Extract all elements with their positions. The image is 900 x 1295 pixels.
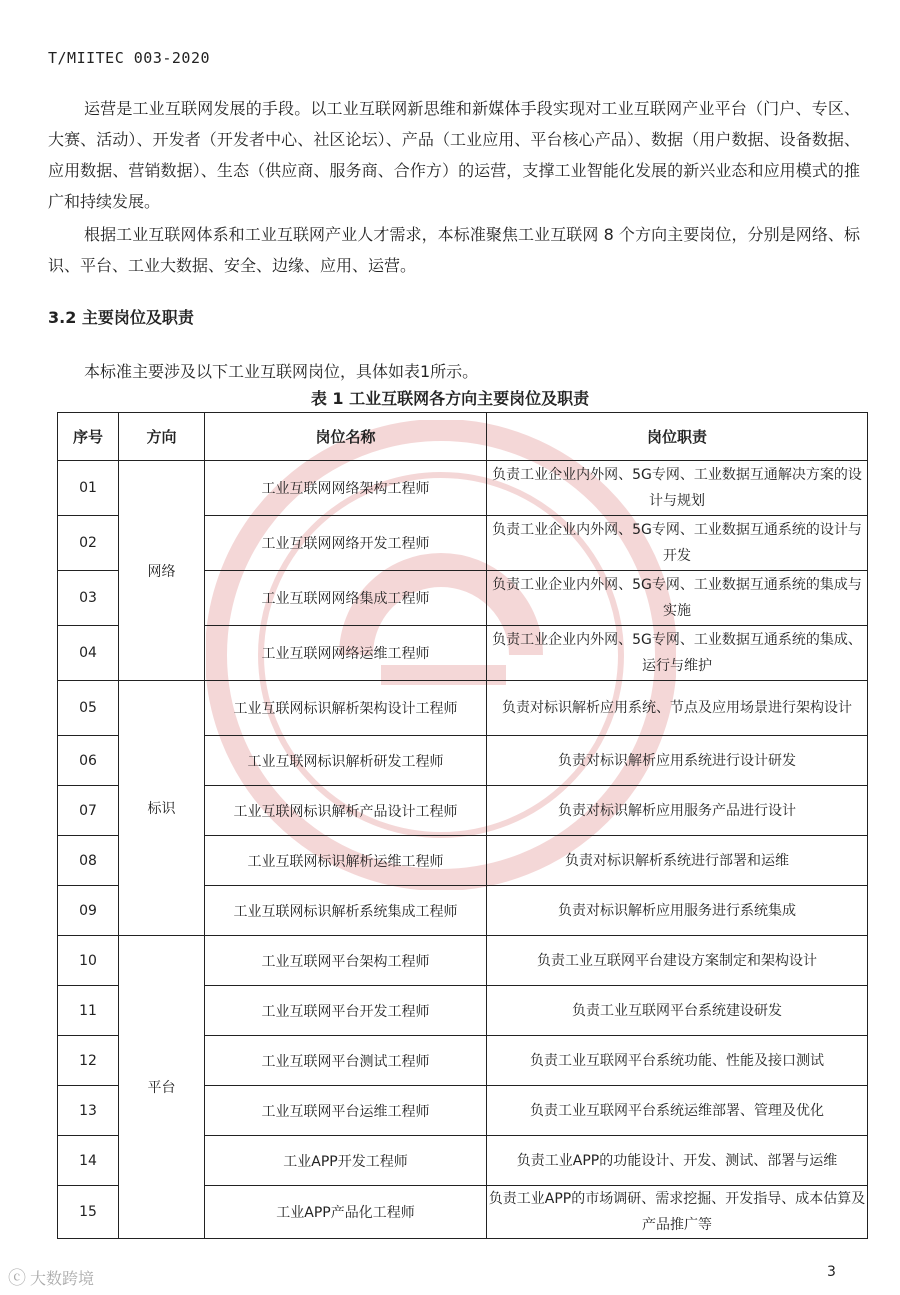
- cell-no: 06: [58, 736, 119, 786]
- cell-position-title: 工业互联网平台架构工程师: [205, 936, 487, 986]
- cell-duty: 负责对标识解析应用系统进行设计研发: [487, 736, 868, 786]
- header-title: 岗位名称: [205, 413, 487, 461]
- cell-no: 10: [58, 936, 119, 986]
- cell-duty: 负责工业互联网平台系统建设研发: [487, 986, 868, 1036]
- cell-no: 01: [58, 461, 119, 516]
- header-duty: 岗位职责: [487, 413, 868, 461]
- cell-position-title: 工业互联网标识解析研发工程师: [205, 736, 487, 786]
- table-intro: 本标准主要涉及以下工业互联网岗位，具体如表1所示。: [84, 362, 479, 381]
- cell-position-title: 工业APP产品化工程师: [205, 1186, 487, 1239]
- paragraph-operations: 运营是工业互联网发展的手段。以工业互联网新思维和新媒体手段实现对工业互联网产业平台（门户、专区、大赛、活动）、开发者（开发者中心、社区论坛）、产品（工业应用、平台核心产品）、数据（用户数据、设备数据、应用数据、营销数据）、生态（供应商、服务商、合作方）的运营，支撑工业智能化发展的新兴业态和应用模式的推广和持续发展。: [48, 99, 860, 211]
- cell-no: 13: [58, 1086, 119, 1136]
- cell-no: 12: [58, 1036, 119, 1086]
- cell-position-title: 工业互联网标识解析产品设计工程师: [205, 786, 487, 836]
- cell-direction: 平台: [119, 936, 205, 1239]
- cell-no: 09: [58, 886, 119, 936]
- cell-position-title: 工业互联网平台测试工程师: [205, 1036, 487, 1086]
- cell-duty: 负责对标识解析应用服务产品进行设计: [487, 786, 868, 836]
- paragraph-directions: 根据工业互联网体系和工业互联网产业人才需求，本标准聚焦工业互联网 8 个方向主要岗位，分别是网络、标识、平台、工业大数据、安全、边缘、应用、运营。: [48, 225, 860, 275]
- table-caption: 表 1 工业互联网各方向主要岗位及职责: [310, 389, 590, 408]
- header-no: 序号: [58, 413, 119, 461]
- cell-duty: 负责工业互联网平台建设方案制定和架构设计: [487, 936, 868, 986]
- header-direction: 方向: [119, 413, 205, 461]
- cell-duty: 负责工业APP的市场调研、需求挖掘、开发指导、成本估算及产品推广等: [487, 1186, 868, 1239]
- cell-duty: 负责工业企业内外网、5G专网、工业数据互通系统的集成与实施: [487, 571, 868, 626]
- cell-no: 08: [58, 836, 119, 886]
- cell-direction: 网络: [119, 461, 205, 681]
- cell-position-title: 工业互联网网络集成工程师: [205, 571, 487, 626]
- table-row: [58, 461, 868, 516]
- cell-no: 15: [58, 1186, 119, 1239]
- cell-no: 03: [58, 571, 119, 626]
- table-header-row: [58, 413, 868, 461]
- cell-position-title: 工业互联网平台开发工程师: [205, 986, 487, 1036]
- footer-logo: [8, 1264, 94, 1290]
- page-number: 3: [827, 1264, 836, 1280]
- section-title: 3.2 主要岗位及职责: [48, 308, 194, 327]
- cell-duty: 负责对标识解析系统进行部署和运维: [487, 836, 868, 886]
- cell-position-title: 工业APP开发工程师: [205, 1136, 487, 1186]
- positions-table: [57, 412, 868, 1239]
- logo-text: 大数跨境: [30, 1268, 95, 1288]
- cell-duty: 负责工业APP的功能设计、开发、测试、部署与运维: [487, 1136, 868, 1186]
- cell-no: 04: [58, 626, 119, 681]
- cell-no: 11: [58, 986, 119, 1036]
- cell-position-title: 工业互联网网络开发工程师: [205, 516, 487, 571]
- table-row: [58, 936, 868, 986]
- cell-no: 14: [58, 1136, 119, 1186]
- cell-duty: 负责对标识解析应用系统、节点及应用场景进行架构设计: [487, 681, 868, 736]
- cell-no: 05: [58, 681, 119, 736]
- cell-duty: 负责工业互联网平台系统运维部署、管理及优化: [487, 1086, 868, 1136]
- cell-duty: 负责工业互联网平台系统功能、性能及接口测试: [487, 1036, 868, 1086]
- table-row: [58, 681, 868, 736]
- logo-mark-icon: ⓒ: [8, 1268, 26, 1289]
- cell-position-title: 工业互联网标识解析系统集成工程师: [205, 886, 487, 936]
- cell-position-title: 工业互联网标识解析运维工程师: [205, 836, 487, 886]
- cell-position-title: 工业互联网网络架构工程师: [205, 461, 487, 516]
- cell-no: 02: [58, 516, 119, 571]
- cell-duty: 负责工业企业内外网、5G专网、工业数据互通解决方案的设计与规划: [487, 461, 868, 516]
- cell-position-title: 工业互联网网络运维工程师: [205, 626, 487, 681]
- cell-position-title: 工业互联网平台运维工程师: [205, 1086, 487, 1136]
- cell-no: 07: [58, 786, 119, 836]
- document-code: T/MIITEC 003-2020: [48, 49, 211, 67]
- cell-duty: 负责工业企业内外网、5G专网、工业数据互通系统的集成、运行与维护: [487, 626, 868, 681]
- cell-direction: 标识: [119, 681, 205, 936]
- cell-duty: 负责对标识解析应用服务进行系统集成: [487, 886, 868, 936]
- cell-duty: 负责工业企业内外网、5G专网、工业数据互通系统的设计与开发: [487, 516, 868, 571]
- cell-position-title: 工业互联网标识解析架构设计工程师: [205, 681, 487, 736]
